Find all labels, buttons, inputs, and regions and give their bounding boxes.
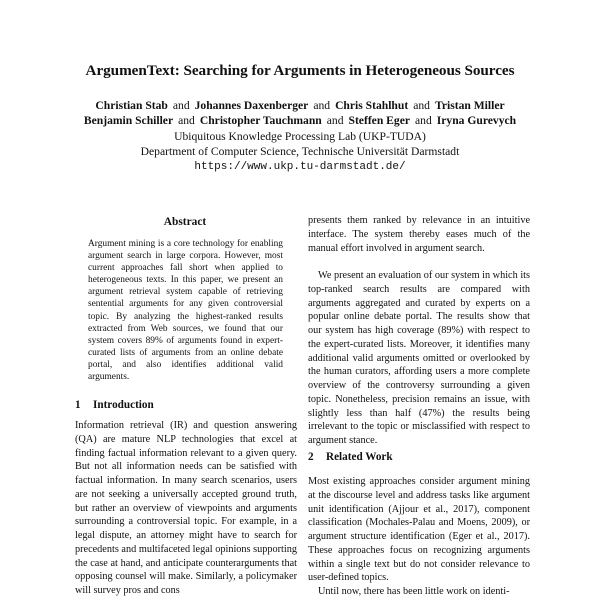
abstract-text: Argument mining is a core technology for enabling argument search in large corpora. However, most current approaches fall short when applied to heterogeneous texts. In this paper, we present an argument retrieval system capable of retrieving sentential arguments for any given controversial topic. By analyzing the highest-ranked results extracted from Web sources, we found that our system covers 89% of arguments found in expert-curated lists of arguments from an online debate portal, and also identifies additional valid arguments.	[88, 239, 283, 383]
author-name: Christopher Tauchmann	[199, 114, 322, 128]
author-block	[0, 98, 600, 175]
conjunction: and	[326, 114, 344, 128]
author-line-1	[0, 98, 600, 113]
related-work-text: Most existing approaches consider argument mining at the discourse level and address tasks like argument unit identification (Ajjour et al., 2017), component classification (Mochales-Palau and Moens, 2009), or argument structure identification (Eger et al., 2017). These approaches focus on recognizing arguments within a single text but do not consider relevance to user-defined topics.	[308, 476, 530, 584]
conjunction: and	[178, 114, 195, 128]
section-title: Related Work	[326, 451, 393, 463]
affiliation-lab: Ubiquitous Knowledge Processing Lab (UKP-TUDA)	[174, 129, 426, 143]
affiliation-url[interactable]: https://www.ukp.tu-darmstadt.de/	[194, 160, 406, 173]
author-name: Christian Stab	[95, 99, 168, 112]
abstract-heading: Abstract	[163, 216, 207, 228]
conjunction: and	[415, 114, 432, 128]
section-heading-introduction	[75, 399, 297, 411]
conjunction: and	[413, 99, 430, 112]
author-name: Benjamin Schiller	[83, 114, 174, 128]
author-name: Tristan Miller	[434, 99, 505, 112]
author-name: Steffen Eger	[348, 114, 410, 128]
author-name: Chris Stahlhut	[335, 99, 409, 112]
paper-title: ArgumenText: Searching for Arguments in Heterogeneous Sources	[85, 62, 515, 79]
related-work-text-continued: Until now, there has been little work on identi-	[318, 586, 510, 597]
section-title: Introduction	[93, 399, 154, 411]
conjunction: and	[313, 99, 331, 112]
affiliation-dept: Department of Computer Science, Technische Universität Darmstadt	[140, 145, 460, 159]
author-name: Johannes Daxenberger	[194, 99, 309, 112]
conjunction: and	[172, 99, 190, 112]
introduction-text: Information retrieval (IR) and question answering (QA) are mature NLP technologies that excel at finding factual information relevant to a given query. But not all information needs can be satisfied with factual information. In many search scenarios, users are not seeking a universally accepted ground truth, but rather an overview of viewpoints and arguments surrounding a controversial topic. For example, in a legal dispute, an attorney might have to search for precedents and multifaceted legal opinions supporting the case at hand, and anticipate counterarguments that opposing counsel will make. Similarly, a policymaker will survey pros and cons	[75, 420, 297, 596]
section-number: 1	[75, 399, 81, 411]
section-number: 2	[308, 451, 314, 463]
author-line-2	[0, 113, 600, 128]
column2-paragraph-2: We present an evaluation of our system in which its top-ranked search results are compared with arguments aggregated and curated by experts on a popular online debate portal. The results show that our system has high coverage (89%) with respect to the expert-curated lists. Moreover, it identifies many additional valid arguments omitted or overlooked by the human curators, affording users a more complete overview of the controversy surrounding a given topic. Nonetheless, precision remains an issue, with slightly less than half (47%) the results being irrelevant to the topic or misclassified with respect to argument stance.	[308, 270, 530, 446]
section-heading-related-work	[308, 451, 530, 463]
column2-paragraph-1: presents them ranked by relevance in an intuitive interface. The system thereby eases much of the manual effort involved in argument search.	[308, 215, 530, 254]
author-name: Iryna Gurevych	[436, 114, 517, 128]
